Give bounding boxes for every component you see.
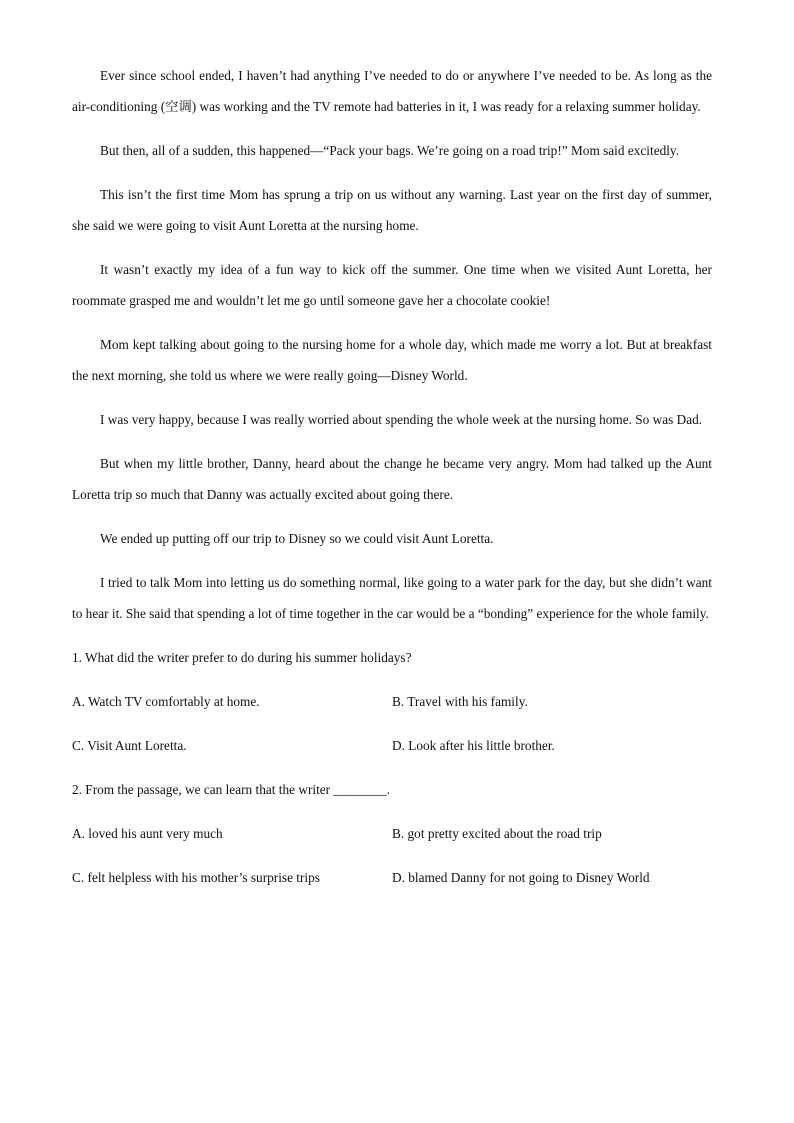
passage-paragraph-5: Mom kept talking about going to the nursing home for a whole day, which made me worry a lot. But at breakfast the next morning, she told us where we were really going—Disney World.: [72, 337, 712, 383]
reading-passage: [72, 60, 712, 629]
passage-paragraph-9: I tried to talk Mom into letting us do something normal, like going to a water park for the day, but she didn’t want to hear it. She said that spending a lot of time together in the car would be a “bonding” experience for the whole family.: [72, 575, 712, 621]
question-2-option-a: A. loved his aunt very much: [72, 826, 223, 841]
question-1-option-c: C. Visit Aunt Loretta.: [72, 738, 187, 753]
question-1-stem: 1. What did the writer prefer to do during his summer holidays?: [72, 650, 412, 665]
passage-paragraph-4: It wasn’t exactly my idea of a fun way to kick off the summer. One time when we visited Aunt Loretta, her roommate grasped me and wouldn’t let me go until someone gave her a chocolate cookie!: [72, 262, 712, 308]
passage-paragraph-3: This isn’t the first time Mom has sprung a trip on us without any warning. Last year on the first day of summer, she said we were going to visit Aunt Loretta at the nursing home.: [72, 187, 712, 233]
question-1-option-d: D. Look after his little brother.: [392, 738, 555, 753]
question-1-option-a: A. Watch TV comfortably at home.: [72, 694, 260, 709]
passage-paragraph-1: Ever since school ended, I haven’t had anything I’ve needed to do or anywhere I’ve needed to be. As long as the air-conditioning (空调) was working and the TV remote had batteries in it, I was ready for a relaxing summer holiday.: [72, 68, 712, 114]
question-1-options-row-1: [72, 686, 712, 717]
question-2-options-row-2: [72, 862, 712, 893]
passage-paragraph-8: We ended up putting off our trip to Disney so we could visit Aunt Loretta.: [100, 531, 494, 546]
question-1-options-row-2: [72, 730, 712, 761]
question-2: [72, 774, 712, 893]
passage-paragraph-7: But when my little brother, Danny, heard about the change he became very angry. Mom had talked up the Aunt Loretta trip so much that Danny was actually excited about going there.: [72, 456, 712, 502]
passage-paragraph-2: But then, all of a sudden, this happened—“Pack your bags. We’re going on a road trip!” Mom said excitedly.: [100, 143, 680, 158]
question-2-option-b: B. got pretty excited about the road trip: [392, 826, 602, 841]
question-1-option-b: B. Travel with his family.: [392, 694, 528, 709]
question-1: [72, 642, 712, 761]
question-2-option-d: D. blamed Danny for not going to Disney World: [392, 870, 650, 885]
question-2-option-c: C. felt helpless with his mother’s surprise trips: [72, 870, 320, 885]
passage-paragraph-6: I was very happy, because I was really worried about spending the whole week at the nursing home. So was Dad.: [100, 412, 703, 427]
question-2-options-row-1: [72, 818, 712, 849]
document-page: [72, 60, 712, 906]
question-2-stem: 2. From the passage, we can learn that the writer ________.: [72, 782, 390, 797]
